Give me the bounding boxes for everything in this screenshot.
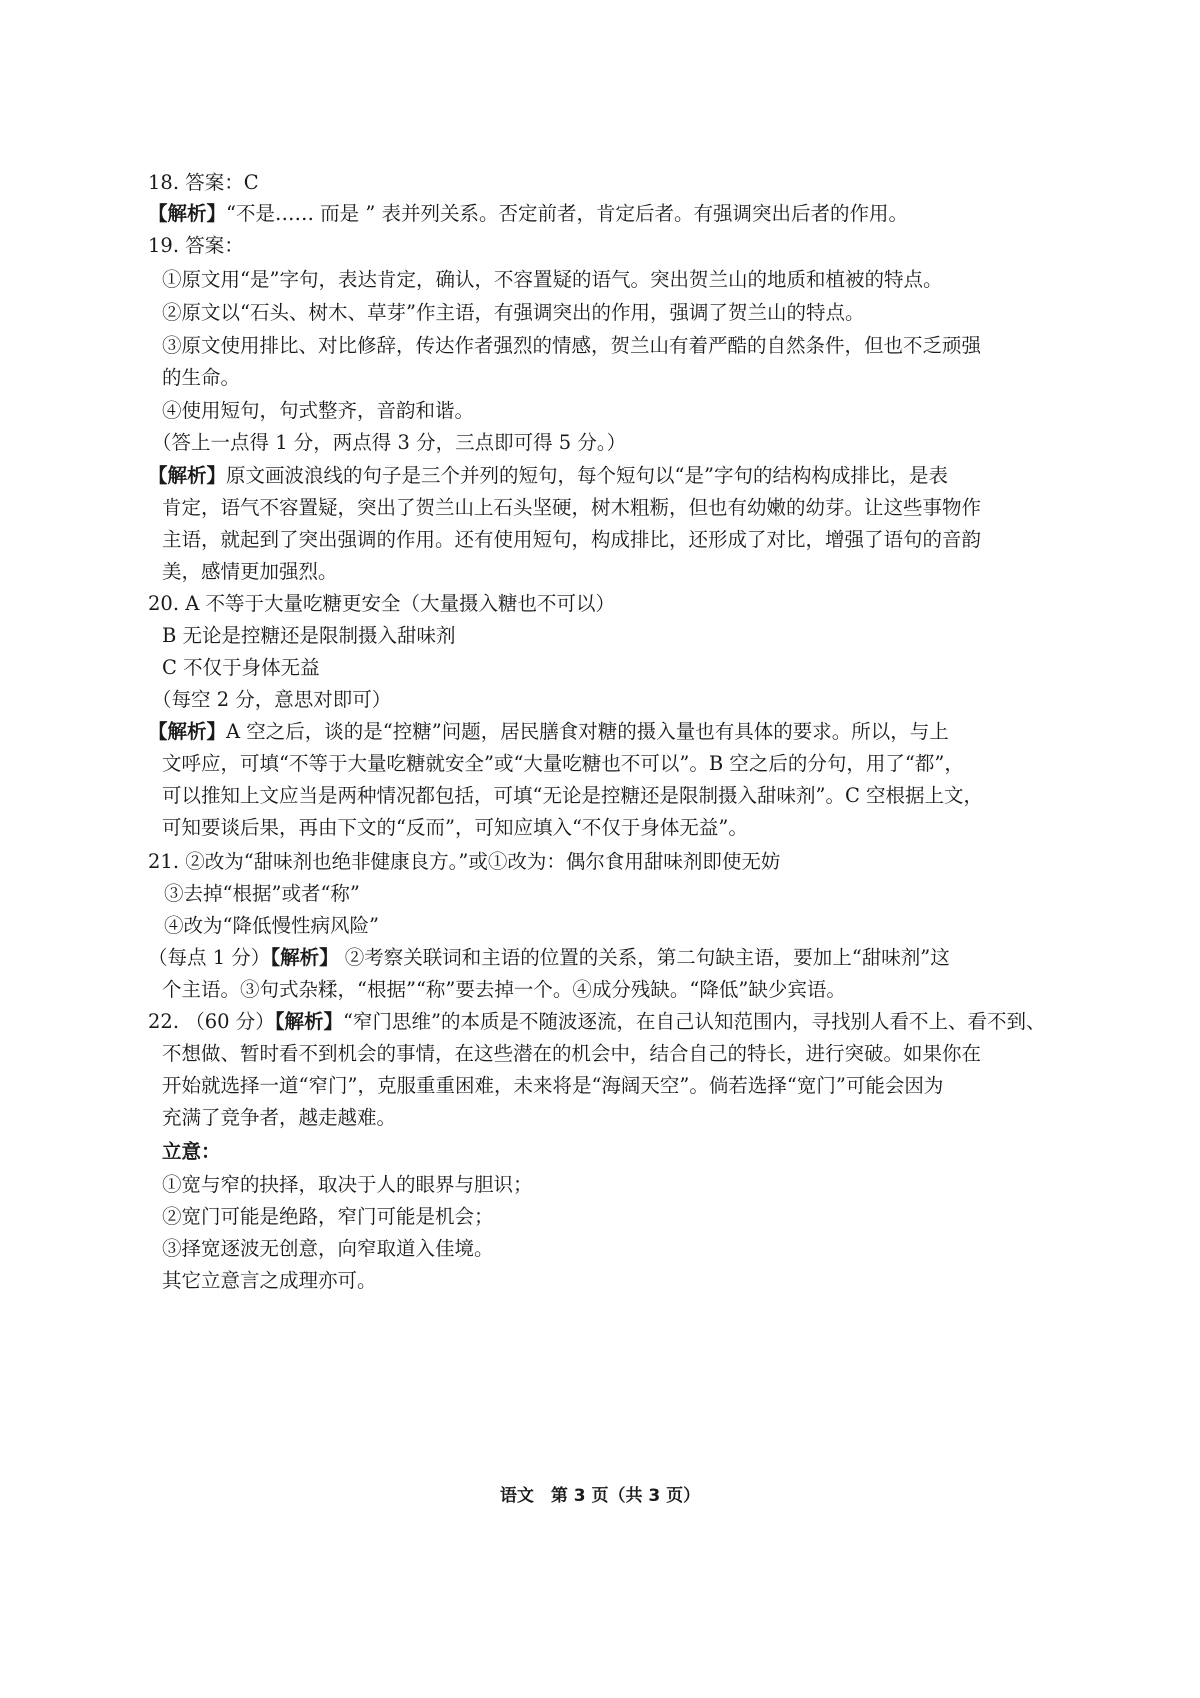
q20-answer-c: C 不仅于身体无益 (162, 656, 320, 679)
q19-analysis-line: 主语，就起到了突出强调的作用。还有使用短句，构成排比，还形成了对比，增强了语句的音韵 (162, 528, 982, 551)
q19-analysis-line: 肯定，语气不容置疑，突出了贺兰山上石头坚硬，树木粗粝，但也有幼嫩的幼芽。让这些事物作 (162, 496, 982, 519)
q19-point: ④使用短句，句式整齐，音韵和谐。 (162, 399, 475, 422)
q22-analysis (148, 1009, 1045, 1035)
q19-analysis-line: 美，感情更加强烈。 (162, 560, 338, 583)
analysis-text: A 空之后，谈的是“控糖”问题，居民膳食对糖的摄入量也有具体的要求。所以，与上 (226, 720, 949, 743)
q20-analysis-line: 可以推知上文应当是两种情况都包括，可填“无论是控糖还是限制摄入甜味剂”。C 空根据上文， (162, 784, 984, 807)
q20-scoring: （每空 2 分，意思对即可） (152, 688, 392, 711)
analysis-label: 【解析】 (148, 464, 227, 487)
q20-analysis (148, 719, 949, 745)
q22-theme: 其它立意言之成理亦可。 (162, 1269, 377, 1292)
scoring-text: （每点 1 分） (148, 946, 271, 969)
q22-analysis-line: 开始就选择一道“窄门”，克服重重困难，未来将是“海阔天空”。倘若选择“宽门”可能会因为 (162, 1074, 944, 1097)
analysis-text: “不是…… 而是 ” 表并列关系。否定前者，肯定后者。有强调突出后者的作用。 (226, 202, 909, 225)
analysis-label: 【解析】 (148, 720, 227, 743)
q19-point: ③原文使用排比、对比修辞，传达作者强烈的情感，贺兰山有着严酷的自然条件，但也不乏顽强 (162, 334, 982, 357)
question-prefix: 22. （60 分） (148, 1010, 275, 1033)
q18-analysis (148, 201, 908, 227)
q22-theme: ③择宽逐波无创意，向窄取道入佳境。 (162, 1237, 494, 1260)
q19-scoring: （答上一点得 1 分，两点得 3 分，三点即可得 5 分。） (152, 431, 627, 454)
q20-answer-b: B 无论是控糖还是限制摄入甜味剂 (162, 624, 456, 647)
analysis-text: ②考察关联词和主语的位置的关系，第二句缺主语，要加上“甜味剂”这 (338, 946, 950, 969)
q19-analysis (148, 463, 948, 489)
q20-answer-a: 20. A 不等于大量吃糖更安全（大量摄入糖也不可以） (148, 592, 615, 615)
q21-answer-2: ③去掉“根据”或者“称” (164, 882, 360, 905)
q19-point: ①原文用“是”字句，表达肯定，确认，不容置疑的语气。突出贺兰山的地质和植被的特点。 (162, 268, 943, 291)
q22-theme-label: 立意： (162, 1140, 221, 1163)
q18-answer: 18. 答案：C (148, 171, 259, 194)
analysis-text: “窄门思维”的本质是不随波逐流，在自己认知范围内，寻找别人看不上、看不到、 (343, 1010, 1046, 1033)
q19-point: 的生命。 (162, 366, 241, 389)
q19-point: ②原文以“石头、树木、草芽”作主语，有强调突出的作用，强调了贺兰山的特点。 (162, 301, 865, 324)
q22-theme: ②宽门可能是绝路，窄门可能是机会； (162, 1205, 494, 1228)
q22-theme: ①宽与窄的抉择，取决于人的眼界与胆识； (162, 1173, 533, 1196)
analysis-label: 【解析】 (270, 946, 339, 969)
q22-analysis-line: 不想做、暂时看不到机会的事情，在这些潜在的机会中，结合自己的特长，进行突破。如果你在 (162, 1042, 982, 1065)
q20-analysis-line: 文呼应，可填“不等于大量吃糖就安全”或“大量吃糖也不可以”。B 空之后的分句，用了“都”， (162, 752, 964, 775)
analysis-label: 【解析】 (148, 202, 227, 225)
q20-analysis-line: 可知要谈后果，再由下文的“反而”，可知应填入“不仅于身体无益”。 (162, 816, 748, 839)
analysis-label: 【解析】 (274, 1010, 343, 1033)
q22-analysis-line: 充满了竞争者，越走越难。 (162, 1106, 397, 1129)
page-footer: 语文 第 3 页（共 3 页） (499, 1486, 701, 1506)
analysis-text: 原文画波浪线的句子是三个并列的短句，每个短句以“是”字句的结构构成排比，是表 (226, 464, 948, 487)
q21-analysis-line: 个主语。③句式杂糅，“根据”“称”要去掉一个。④成分残缺。“降低”缺少宾语。 (162, 978, 846, 1001)
q21-analysis (148, 945, 950, 971)
q19-answer: 19. 答案： (148, 234, 244, 257)
q21-answer-1: 21. ②改为“甜味剂也绝非健康良方。”或①改为：偶尔食用甜味剂即使无妨 (148, 850, 781, 873)
q21-answer-3: ④改为“降低慢性病风险” (164, 914, 379, 937)
